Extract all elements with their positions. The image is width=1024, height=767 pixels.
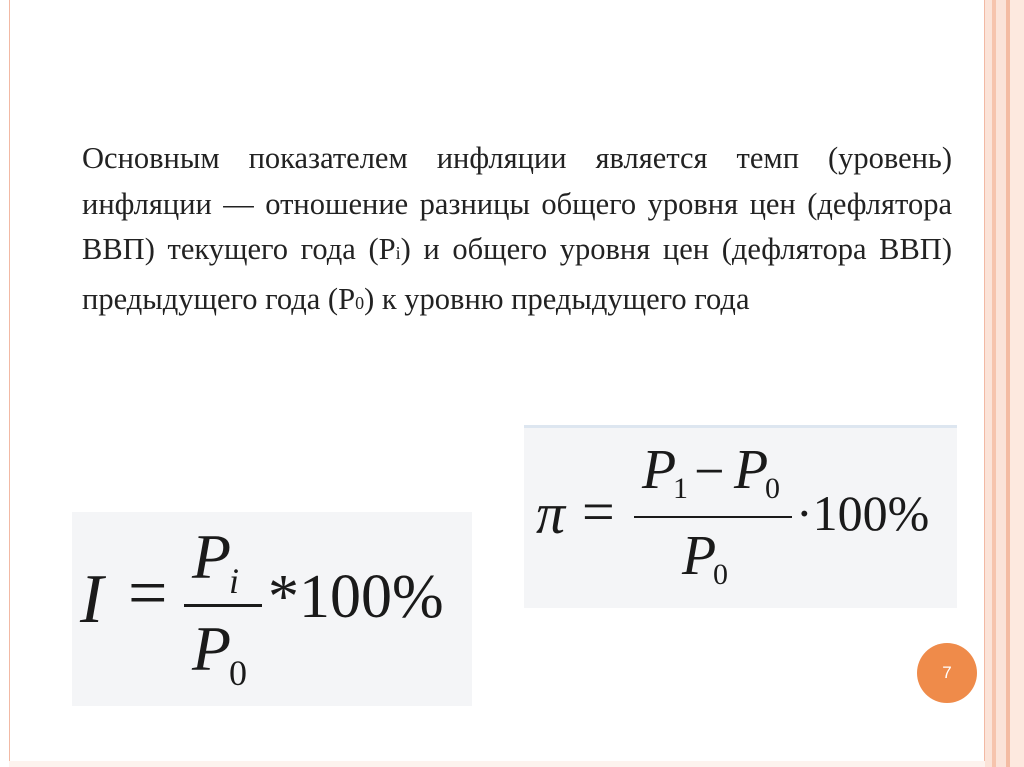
- formula-multiplier: ·100%: [796, 485, 930, 541]
- subscript-i: i: [395, 243, 401, 263]
- numerator-variable: P: [192, 521, 232, 592]
- minus-sign: −: [694, 441, 725, 501]
- formula-multiplier: *100%: [268, 563, 444, 631]
- text-segment: Основным показателем инфляции является темп (уровень) инфляции — отношение разницы общего уровня цен (дефлятора ВВП) текущего года (P: [82, 141, 952, 266]
- formula-equals: =: [582, 479, 615, 544]
- numerator-variable-1: P: [642, 439, 677, 501]
- denominator-variable: P: [682, 525, 717, 587]
- subscript-0: 0: [355, 292, 365, 313]
- numerator-subscript: i: [229, 561, 240, 601]
- page-number-badge: 7: [917, 643, 977, 703]
- slide-body-text: [82, 136, 952, 326]
- fraction-bar: [184, 604, 262, 607]
- formula-lhs: π: [536, 481, 566, 546]
- decorative-stripe: [1010, 0, 1024, 767]
- numerator-subscript-2: 0: [765, 472, 780, 505]
- formula-lhs: I: [80, 561, 104, 638]
- text-segment: ) и общего уровня цен (дефлятора ВВП) предыдущего года (P: [82, 232, 952, 316]
- numerator-variable-2: P: [734, 439, 769, 501]
- denominator-subscript: 0: [229, 653, 247, 693]
- denominator-variable: P: [192, 613, 232, 684]
- text-segment: ) к уровню предыдущего года: [364, 281, 750, 316]
- decorative-stripe: [996, 0, 1006, 767]
- numerator-subscript-1: 1: [673, 472, 688, 505]
- denominator-subscript: 0: [713, 558, 728, 591]
- formula-equals: =: [128, 555, 168, 632]
- decorative-stripe: [985, 0, 992, 767]
- fraction-bar: [634, 516, 792, 518]
- formula-inflation-index: [72, 512, 472, 706]
- formula-inflation-rate: [524, 425, 957, 608]
- slide-bottom-border: [9, 761, 985, 767]
